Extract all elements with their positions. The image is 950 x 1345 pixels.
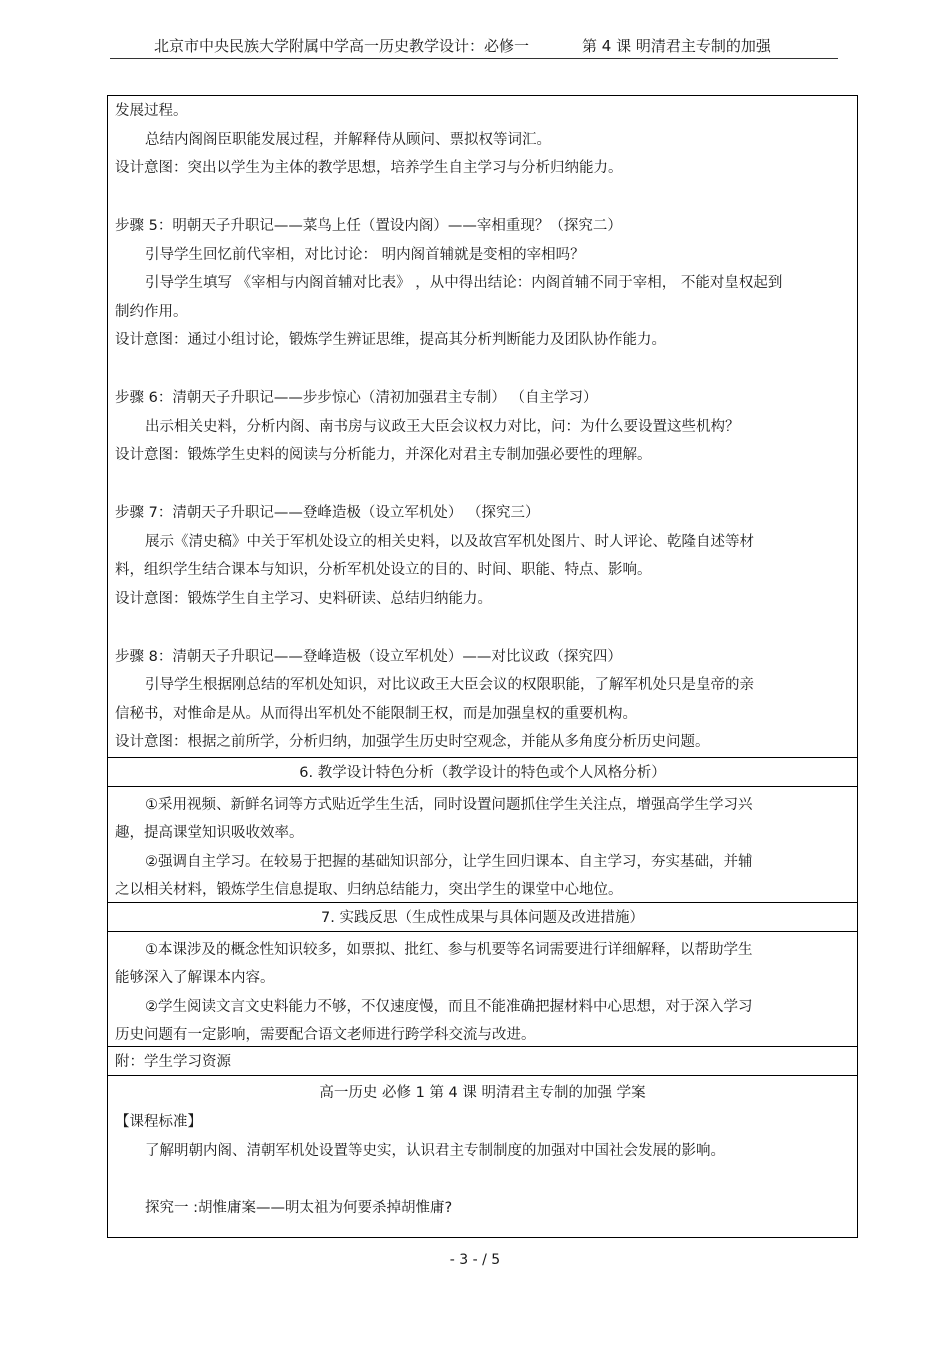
text-line: 料，组织学生结合课本与知识，分析军机处设立的目的、时间、职能、特点、影响。 <box>115 562 652 578</box>
appendix-cell <box>107 1046 858 1076</box>
page-header <box>110 36 838 59</box>
step-5-heading: 步骤 5：明朝天子升职记——菜鸟上任（置设内阁）——宰相重现？（探究二） <box>115 218 622 234</box>
page-number: - 3 - / 5 <box>449 1252 501 1268</box>
steps-cell <box>107 95 858 758</box>
text-line: ②强调自主学习。在较易于把握的基础知识部分，让学生回归课本、自主学习，夯实基础，并辅 <box>145 854 753 870</box>
text-line: 设计意图：锻炼学生史料的阅读与分析能力，并深化对君主专制加强必要性的理解。 <box>115 447 652 463</box>
text-line: 设计意图：通过小组讨论，锻炼学生辨证思维，提高其分析判断能力及团队协作能力。 <box>115 332 666 348</box>
text-line: 历史问题有一定影响，需要配合语文老师进行跨学科交流与改进。 <box>115 1027 536 1043</box>
step-7-heading: 步骤 7：清朝天子升职记——登峰造极（设立军机处） （探究三） <box>115 505 540 521</box>
text-line: 制约作用。 <box>115 304 188 320</box>
step-6-heading: 步骤 6：清朝天子升职记——步步惊心（清初加强君主专制） （自主学习） <box>115 390 598 406</box>
text-line: 设计意图：锻炼学生自主学习、史料研读、总结归纳能力。 <box>115 591 492 607</box>
text-line: 引导学生填写 《宰相与内阁首辅对比表》 ，从中得出结论：内阁首辅不同于宰相， 不能对皇权起到 <box>145 275 783 291</box>
text-line: ②学生阅读文言文史料能力不够，不仅速度慢，而且不能准确把握材料中心思想，对于深入学习 <box>145 999 753 1015</box>
appendix-label: 附：学生学习资源 <box>115 1054 231 1070</box>
text-line: 信秘书，对惟命是从。从而得出军机处不能限制王权，而是加强皇权的重要机构。 <box>115 706 637 722</box>
text-line: 引导学生根据刚总结的军机处知识，对比议政王大臣会议的权限职能，了解军机处只是皇帝的亲 <box>145 677 754 693</box>
text-line: 出示相关史料，分析内阁、南书房与议政王大臣会议权力对比，问：为什么要设置这些机构？ <box>145 419 740 435</box>
header-lesson-title: 第 4 课 明清君主专制的加强 <box>582 37 771 55</box>
text-line: 趣，提高课堂知识吸收效率。 <box>115 825 304 841</box>
step-8-heading: 步骤 8：清朝天子升职记——登峰造极（设立军机处）——对比议政（探究四） <box>115 649 622 665</box>
study-plan-title: 高一历史 必修 1 第 4 课 明清君主专制的加强 学案 <box>319 1085 646 1101</box>
text-line: ①采用视频、新鲜名词等方式贴近学生生活，同时设置问题抓住学生关注点，增强高学生学习兴 <box>145 797 753 813</box>
standard-text: 了解明朝内阁、清朝军机处设置等史实，认识君主专制制度的加强对中国社会发展的影响。 <box>145 1143 725 1159</box>
text-line: ①本课涉及的概念性知识较多，如票拟、批红、参与机要等名词需要进行详细解释，以帮助学生 <box>145 942 753 958</box>
section-7-body-cell <box>107 931 858 1047</box>
standard-heading: 【课程标准】 <box>115 1114 202 1130</box>
text-line: 能够深入了解课本内容。 <box>115 970 275 986</box>
text-line: 发展过程。 <box>115 103 188 119</box>
text-line: 设计意图：根据之前所学，分析归纳，加强学生历史时空观念，并能从多角度分析历史问题。 <box>115 734 710 750</box>
section-7-title: 7. 实践反思（生成性成果与具体问题及改进措施） <box>321 910 644 926</box>
section-6-title-cell <box>107 757 858 787</box>
section-6-title: 6. 教学设计特色分析（教学设计的特色或个人风格分析） <box>299 765 666 781</box>
text-line: 总结内阁阁臣职能发展过程，并解释侍从顾问、票拟权等词汇。 <box>145 132 551 148</box>
header-school-course: 北京市中央民族大学附属中学高一历史教学设计：必修一 <box>154 37 530 55</box>
text-line: 展示《清史稿》中关于军机处设立的相关史料，以及故宫军机处图片、时人评论、乾隆自述等材 <box>145 534 754 550</box>
inquiry-1: 探究一 :胡惟庸案——明太祖为何要杀掉胡惟庸? <box>145 1200 453 1216</box>
section-6-body-cell <box>107 786 858 903</box>
section-7-title-cell <box>107 902 858 932</box>
study-plan-cell <box>107 1075 858 1238</box>
text-line: 设计意图：突出以学生为主体的教学思想，培养学生自主学习与分析归纳能力。 <box>115 160 623 176</box>
text-line: 之以相关材料，锻炼学生信息提取、归纳总结能力，突出学生的课堂中心地位。 <box>115 882 623 898</box>
text-line: 引导学生回忆前代宰相，对比讨论： 明内阁首辅就是变相的宰相吗？ <box>145 247 585 263</box>
